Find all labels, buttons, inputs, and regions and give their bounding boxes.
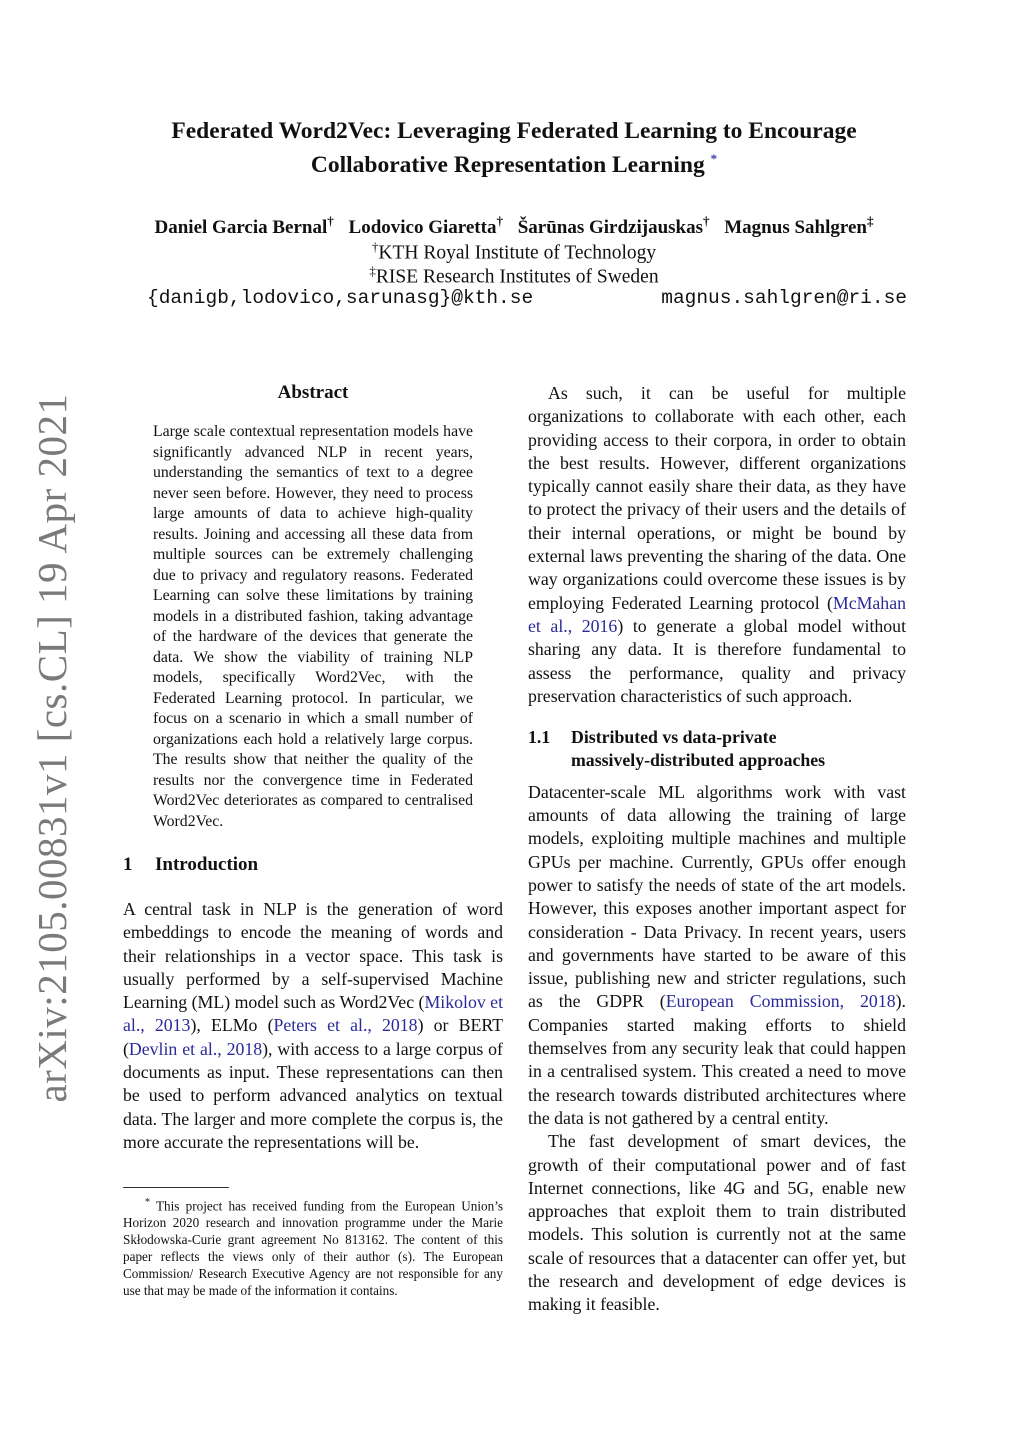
abstract-heading: Abstract — [277, 382, 349, 403]
citation-mikolov[interactable]: Mikolov et al., 2013 — [123, 992, 504, 1036]
abstract-text: Large scale contextual representation models have significantly advanced NLP in recent years, understanding the semantics of text to a degree never seen before. However, they need to process large amounts of data to achieve high-quality results. Joining and accessing all these data from multiple sources can be extremely challenging due to privacy and regulatory reasons. Federated Learning can solve these limitations by training models in a distributed fashion, taking advantage of the hardware of the devices that generate the data. We show the viability of training NLP models, specifically Word2Vec, with the Federated Learning protocol. In particular, we focus on a scenario in which a small number of organizations each hold a relatively large corpus. The results show that neither the quality of the results nor the convergence time in Federated Word2Vec deteriorates as compared to centralised Word2Vec. — [153, 423, 473, 830]
section-title: Introduction — [155, 854, 259, 875]
section-number: 1 — [123, 854, 133, 875]
title-line-2-text: Collaborative Representation Learning — [310, 151, 705, 178]
author-name: Daniel Garcia Bernal† — [154, 214, 334, 239]
paper-title — [100, 117, 928, 179]
paragraph-datacenter: Datacenter-scale ML algorithms work with vast amounts of data allowing the training of large models, exploiting multiple machines and multiple GPUs per machine. Currently, GPUs offer enough power to satisfy the needs of state of the art models. However, this exposes another important aspect for consideration - Data Privacy. In recent years, users and governments have started to be aware of this issue, publishing new and stricter regulations, such as the GDPR (European Commission, 2018). Companies started making efforts to shield themselves from any security leak that could happen in a centralised system. This created a need to move the research towards distributed architectures where the data is not gathered by a central entity. — [528, 781, 906, 1128]
author-name: Magnus Sahlgren‡ — [724, 214, 874, 239]
citation-devlin[interactable]: Devlin et al., 2018 — [128, 1038, 263, 1059]
footnote-text: * This project has received funding from the European Union’s Horizon 2020 research and innovation programme under the Marie Skłodowska-Curie grant agreement No 813162. The content of this paper reflects the views only of their author (s). The European Commission/ Research Executive Agency are not responsible for any use that may be made of the information it contains. — [123, 1197, 504, 1299]
title-line-2 — [100, 145, 928, 179]
subsection-heading — [528, 726, 906, 773]
affiliation-rise: ‡RISE Research Institutes of Sweden — [369, 263, 659, 288]
author-name: Lodovico Giaretta† — [348, 214, 503, 239]
subsection-title: Distributed vs data-private massively-distributed approaches — [571, 727, 826, 771]
right-column — [528, 382, 906, 1317]
email-rise[interactable]: magnus.sahlgren@ri.se — [661, 287, 907, 309]
intro-paragraph: A central task in NLP is the generation of word embeddings to encode the meaning of words and their relationships in a vector space. This task is usually performed by a self-supervised Machine Learning (ML) model such as Word2Vec (Mikolov et al., 2013), ELMo (Peters et al., 2018) or BERT (Devlin et al., 2018), with access to a large corpus of documents as input. These representations can then be used to perform advanced analytics on textual data. The larger and more complete the corpus is, the more accurate the representations will be. — [123, 899, 504, 1152]
arxiv-identifier: arXiv:2105.00831v1 [cs.CL] 19 Apr 2021 — [29, 393, 75, 1103]
title-line-1: Federated Word2Vec: Leveraging Federated Learning to Encourage — [171, 118, 857, 144]
citation-mcmahan[interactable]: McMahan et al., 2016 — [528, 592, 906, 636]
paragraph-organizations: As such, it can be useful for multiple organizations to collaborate with each other, each providing access to their corpora, in order to obtain the best results. However, different organizations typically cannot easily share their data, as they have to protect the privacy of their users and the details of their internal operations, or might be bound by external laws preventing the sharing of the data. One way organizations could overcome these issues is by employing Federated Learning protocol (McMahan et al., 2016) to generate a global model without sharing any data. It is therefore fundamental to assess the performance, quality and privacy preservation characteristics of such approach. — [528, 383, 907, 706]
affiliation-kth: †KTH Royal Institute of Technology — [371, 239, 657, 264]
title-footnote-mark[interactable]: * — [710, 151, 718, 166]
subsection-number: 1.1 — [528, 727, 551, 748]
citation-european-commission[interactable]: European Commission, 2018 — [665, 991, 896, 1012]
author-list — [100, 214, 928, 239]
left-column — [123, 382, 503, 1154]
email-kth[interactable]: {danigb,lodovico,sarunasg}@kth.se — [147, 287, 534, 309]
paragraph-smart-devices: The fast development of smart devices, the growth of their computational power and of fast Internet connections, like 4G and 5G, enable new approaches that exploit them to train distributed models. This solution is currently not at the same scale of resources that a datacenter can offer yet, but the research and development of edge devices is making it feasible. — [528, 1131, 906, 1315]
footnote — [123, 1187, 503, 1299]
footnote-rule — [123, 1187, 229, 1188]
section-heading-introduction — [123, 854, 503, 876]
author-emails — [147, 287, 907, 309]
author-name: Šarūnas Girdzijauskas† — [517, 214, 710, 239]
citation-peters[interactable]: Peters et al., 2018 — [273, 1015, 418, 1036]
